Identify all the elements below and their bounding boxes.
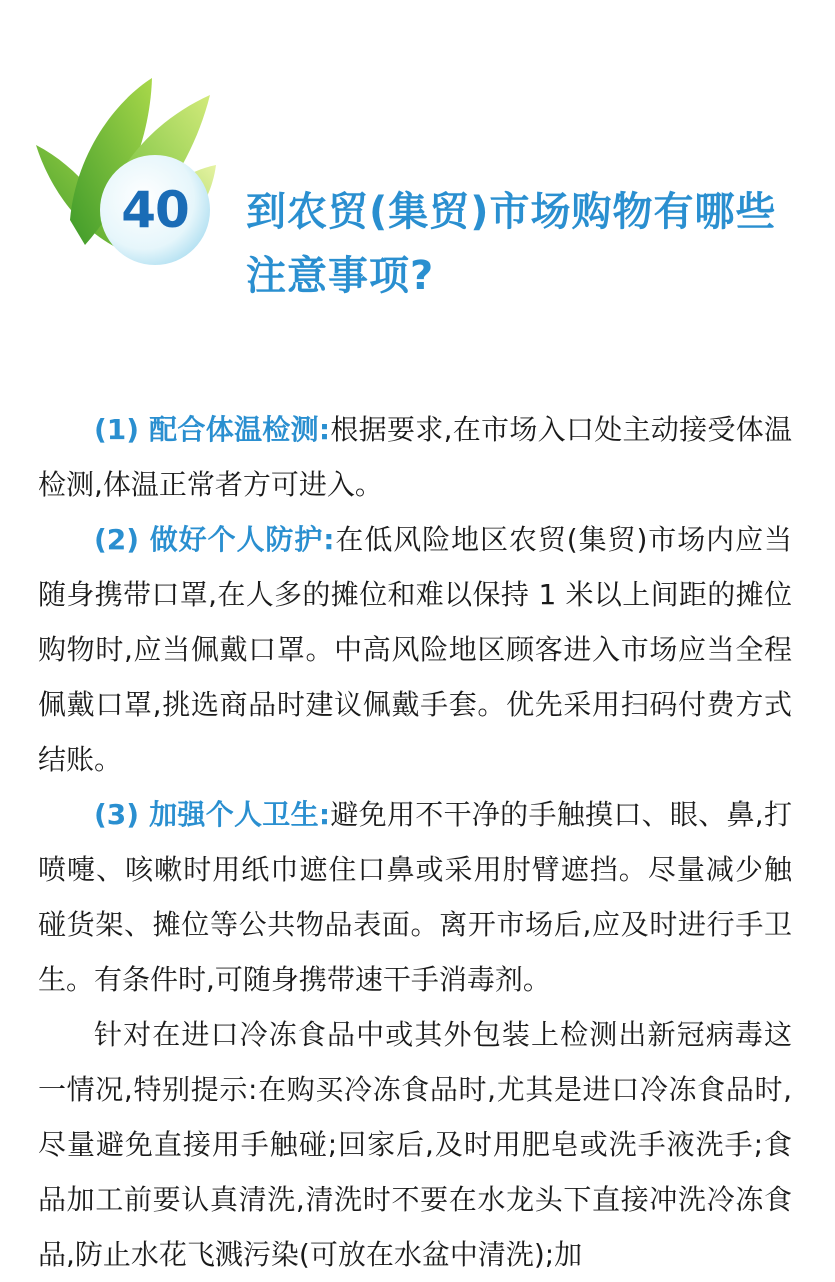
paragraph-protection (38, 512, 792, 787)
paragraph-text: 针对在进口冷冻食品中或其外包装上检测出新冠病毒这一情况,特别提示:在购买冷冻食品时,尤其是进口冷冻食品时,尽量避免直接用手触碰;回家后,及时用肥皂或洗手液洗手;食品加工前要认真清洗,清洗时不要在水龙头下直接冲洗冷冻食品,防止水花飞溅污染(可放在水盆中清洗);加 (38, 1018, 792, 1271)
paragraph-lead: (2) 做好个人防护: (94, 523, 335, 556)
paragraph-frozen-food (38, 1007, 792, 1282)
paragraph-text: 在低风险地区农贸(集贸)市场内应当随身携带口罩,在人多的摊位和难以保持 1 米以上间距的摊位购物时,应当佩戴口罩。中高风险地区顾客进入市场应当全程佩戴口罩,挑选商品时建议佩戴手套。优先采用扫码付费方式结账。 (38, 523, 792, 776)
paragraph-text: 根据要求,在市场入口处主动接受体温检测,体温正常者方可进入。 (38, 413, 792, 501)
paragraph-text: 避免用不干净的手触摸口、眼、鼻,打喷嚏、咳嗽时用纸巾遮住口鼻或采用肘臂遮挡。尽量减少触碰货架、摊位等公共物品表面。离开市场后,应及时进行手卫生。有条件时,可随身携带速干手消毒剂。 (38, 798, 792, 996)
paragraph-temperature (38, 402, 792, 512)
section-header (0, 0, 835, 340)
paragraph-lead: (1) 配合体温检测: (94, 413, 331, 446)
paragraph-hygiene (38, 787, 792, 1007)
section-number: 40 (121, 181, 189, 239)
paragraph-lead: (3) 加强个人卫生: (94, 798, 331, 831)
page-title: 到农贸(集贸)市场购物有哪些注意事项? (246, 189, 777, 299)
article-body (38, 402, 792, 1282)
